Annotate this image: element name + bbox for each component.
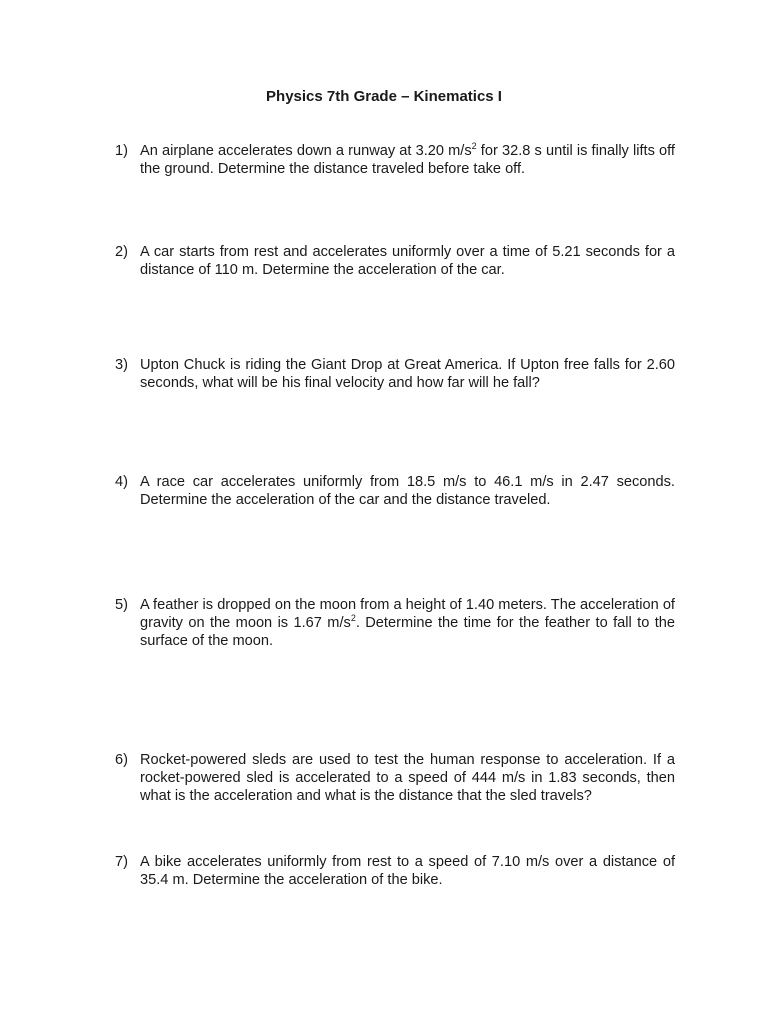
superscript: 2 (471, 141, 477, 151)
problem-1 (115, 142, 675, 178)
problem-number: 6) (115, 752, 128, 768)
problem-text: Upton Chuck is riding the Giant Drop at Great America. If Upton free falls for 2.60 seconds, what will be his final velocity and how far will he fall? (140, 357, 675, 391)
problem-text: An airplane accelerates down a runway at 3.20 $m/s^2$ for 32.8 s until is finally lifts off the ground. Determine the distance traveled before take off. (140, 141, 675, 177)
problem-7 (115, 853, 675, 889)
problem-number: 4) (115, 474, 128, 490)
problem-6 (115, 751, 675, 805)
problem-text: A feather is dropped on the moon from a height of 1.40 meters. The acceleration of gravity on the moon is 1.67 $m/s^2$. Determine the time for the feather to fall to the surface of the moon. (140, 597, 675, 649)
problem-number: 3) (115, 357, 128, 373)
worksheet-title: Physics 7th Grade – Kinematics I (266, 88, 502, 105)
problem-text: A bike accelerates uniformly from rest to a speed of 7.10 m/s over a distance of 35.4 m. Determine the acceleration of the bike. (140, 854, 675, 888)
problem-number: 7) (115, 854, 128, 870)
problem-text: A race car accelerates uniformly from 18.5 m/s to 46.1 m/s in 2.47 seconds. Determine the acceleration of the car and the distance traveled. (140, 474, 675, 508)
problem-3 (115, 356, 675, 392)
superscript: 2 (350, 613, 356, 623)
problem-5 (115, 596, 675, 650)
problem-text: A car starts from rest and accelerates uniformly over a time of 5.21 seconds for a distance of 110 m. Determine the acceleration of the car. (140, 244, 675, 278)
problem-2 (115, 243, 675, 279)
problem-4 (115, 473, 675, 509)
problem-text: Rocket-powered sleds are used to test the human response to acceleration. If a rocket-powered sled is accelerated to a speed of 444 m/s in 1.83 seconds, then what is the acceleration and what is the distance that the sled travels? (140, 752, 675, 804)
problem-number: 1) (115, 143, 128, 159)
problem-number: 2) (115, 244, 128, 260)
problem-number: 5) (115, 597, 128, 613)
